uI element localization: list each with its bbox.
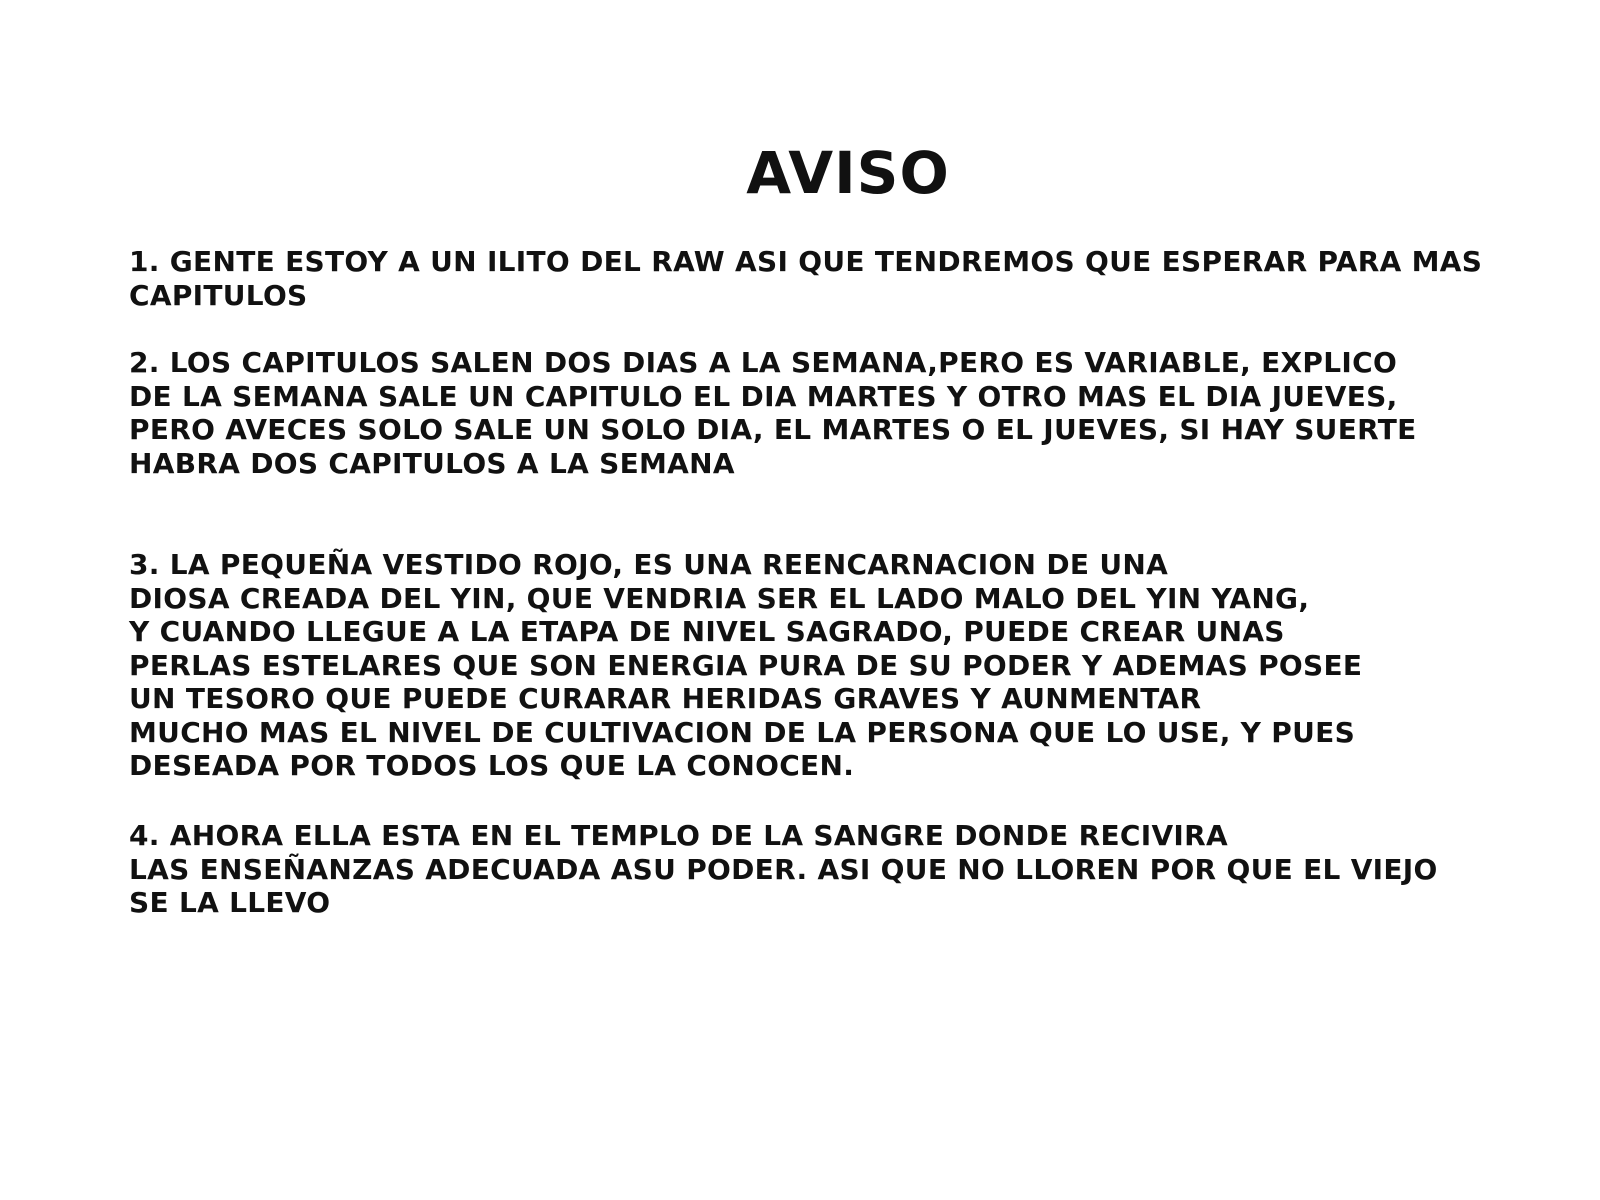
notice-line: DESEADA POR TODOS LOS QUE LA CONOCEN. <box>129 749 855 782</box>
notice-item-2 <box>129 346 1569 480</box>
notice-line: UN TESORO QUE PUEDE CURARAR HERIDAS GRAVES Y AUNMENTAR <box>129 682 1202 715</box>
notice-line: DE LA SEMANA SALE UN CAPITULO EL DIA MARTES Y OTRO MAS EL DIA JUEVES, <box>129 379 1398 413</box>
notice-line: DIOSA CREADA DEL YIN, QUE VENDRIA SER EL LADO MALO DEL YIN YANG, <box>129 581 1310 615</box>
notice-line: CAPITULOS <box>129 278 308 312</box>
notice-line: LAS ENSEÑANZAS ADECUADA ASU PODER. ASI QUE NO LLOREN POR QUE EL VIEJO <box>129 852 1438 886</box>
notice-line: PERO AVECES SOLO SALE UN SOLO DIA, EL MARTES O EL JUEVES, SI HAY SUERTE <box>129 413 1417 446</box>
notice-line: SE LA LLEVO <box>129 886 331 919</box>
notice-line: 2. LOS CAPITULOS SALEN DOS DIAS A LA SEMANA,PERO ES VARIABLE, EXPLICO <box>129 346 1398 379</box>
notice-item-1 <box>129 245 1569 312</box>
page-title: AVISO <box>746 139 950 207</box>
notice-line: PERLAS ESTELARES QUE SON ENERGIA PURA DE SU PODER Y ADEMAS POSEE <box>129 648 1363 682</box>
notice-line: 4. AHORA ELLA ESTA EN EL TEMPLO DE LA SANGRE DONDE RECIVIRA <box>129 819 1228 852</box>
notice-line: HABRA DOS CAPITULOS A LA SEMANA <box>129 446 735 480</box>
notice-line: 1. GENTE ESTOY A UN ILITO DEL RAW ASI QUE TENDREMOS QUE ESPERAR PARA MAS <box>129 245 1483 278</box>
notice-line: Y CUANDO LLEGUE A LA ETAPA DE NIVEL SAGRADO, PUEDE CREAR UNAS <box>129 615 1285 648</box>
notice-item-3 <box>129 548 1569 783</box>
notice-item-4 <box>129 819 1569 920</box>
notice-line: 3. LA PEQUEÑA VESTIDO ROJO, ES UNA REENCARNACION DE UNA <box>129 548 1169 581</box>
notice-line: MUCHO MAS EL NIVEL DE CULTIVACION DE LA PERSONA QUE LO USE, Y PUES <box>129 715 1356 749</box>
